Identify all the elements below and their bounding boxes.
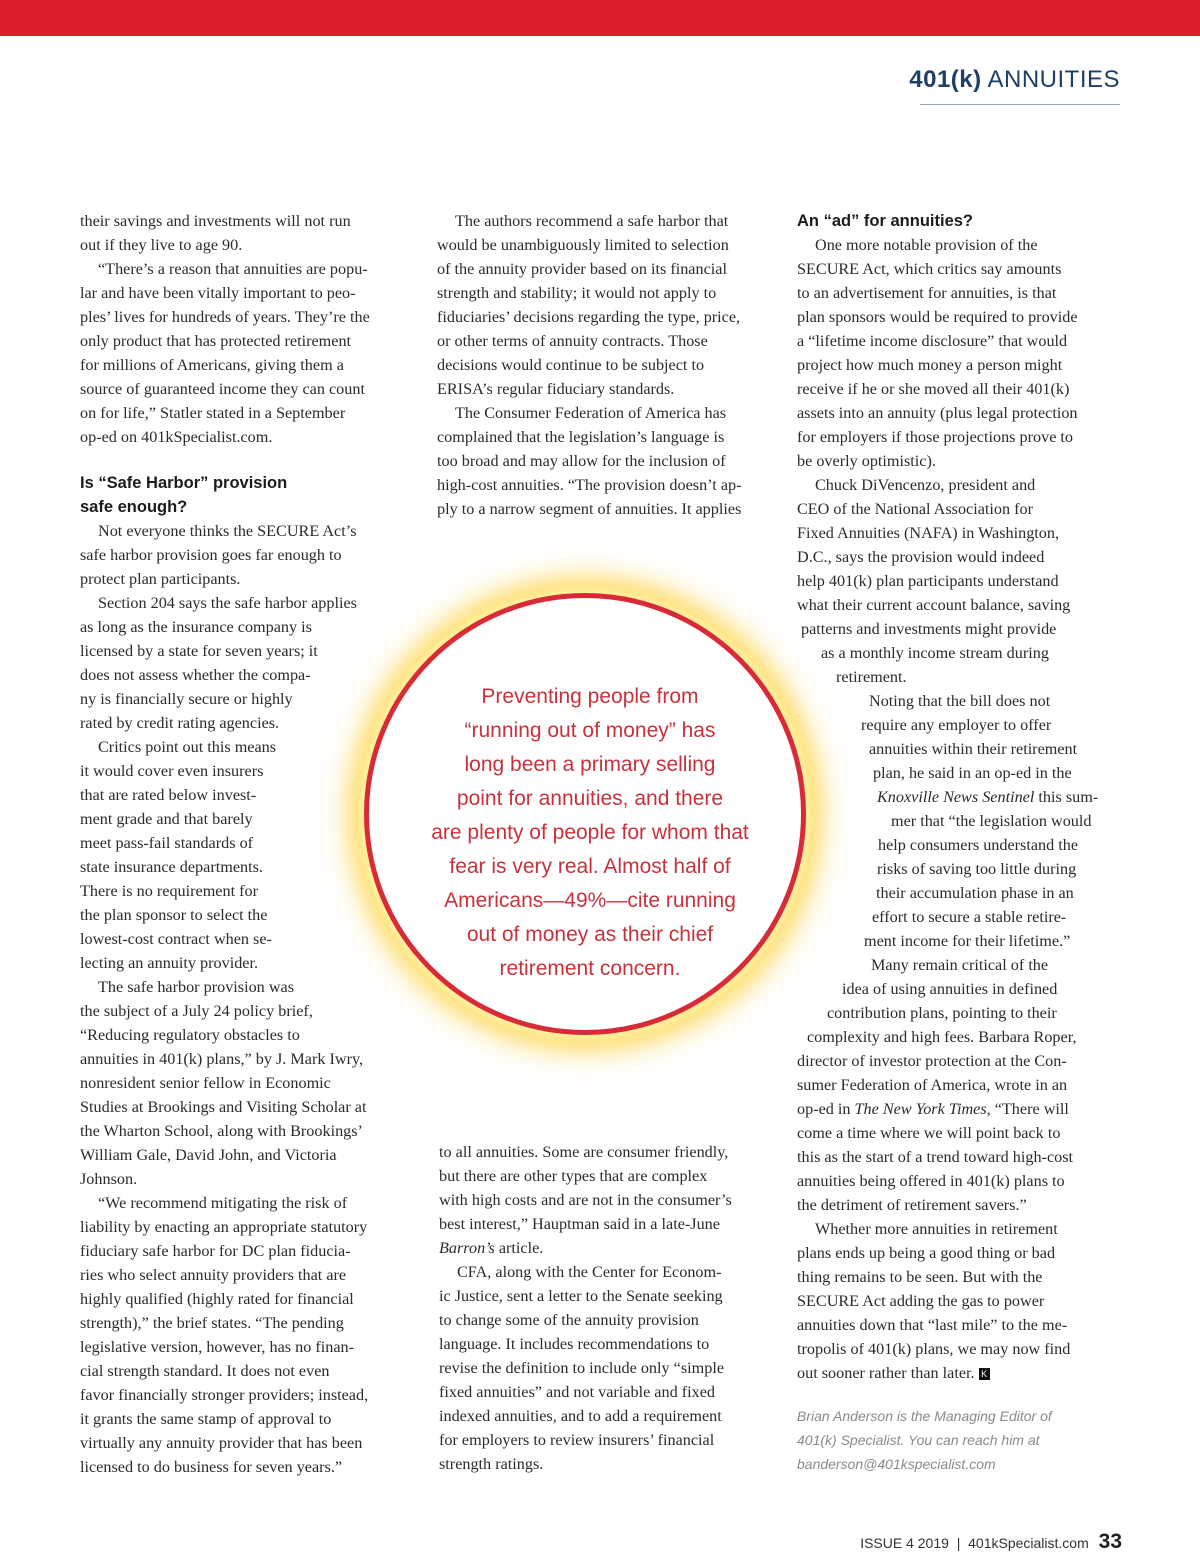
text-line: SECURE Act, which critics say amounts [797,260,1062,278]
text-line: Chuck DiVencenzo, president and [815,476,1036,494]
text-line: legislative version, however, has no finan- [80,1338,355,1356]
text-line: “We recommend mitigating the risk of [98,1194,348,1212]
text-line: the plan sponsor to select the [80,906,268,924]
text-line: ment grade and that barely [80,810,253,828]
text-line: only product that has protected retirement [80,332,352,350]
text-line: meet pass-fail standards of [80,834,254,852]
text-line: contribution plans, pointing to their [827,1004,1057,1022]
text-line: Studies at Brookings and Visiting Scholar at [80,1098,367,1116]
text-line: assets into an annuity (plus legal protection [797,404,1078,422]
text-line: this as the start of a trend toward high-cost [797,1148,1074,1166]
text-line: thing remains to be seen. But with the [797,1268,1043,1286]
text-line: licensed by a state for seven years; it [80,642,318,660]
text-line: does not assess whether the compa- [80,666,311,684]
page-number: 33 [1098,1530,1122,1553]
text-line: out sooner rather than later. K [797,1361,990,1385]
text-line: D.C., says the provision would indeed [797,548,1045,566]
pullquote-line: out of money as their chief [466,923,714,946]
section-label: 401(k) ANNUITIES [909,66,1120,93]
text-line: lecting an annuity provider. [80,954,259,972]
text-line: licensed to do business for seven years.” [80,1458,343,1476]
text-line: help consumers understand the [878,836,1079,854]
text-line: fiduciary safe harbor for DC plan fiducia- [80,1242,351,1260]
text-line: lowest-cost contract when se- [80,930,272,948]
text-line: highly qualified (highly rated for financial [80,1290,354,1308]
text-line: require any employer to offer [861,716,1052,734]
text-line: Section 204 says the safe harbor applies [98,594,357,612]
text-line: come a time where we will point back to [797,1124,1061,1142]
text-line: on for life,” Statler stated in a September [80,404,346,422]
text-line: to change some of the annuity provision [439,1311,699,1329]
issue-label: ISSUE 4 2019 [860,1535,949,1551]
text-line: to all annuities. Some are consumer friendly, [439,1143,729,1161]
text-line: lar and have been vitally important to peo- [80,284,356,302]
text-line: The authors recommend a safe harbor that [455,212,729,230]
text-line: as a monthly income stream during [821,644,1049,662]
text-line: rated by credit rating agencies. [80,714,280,732]
pullquote-line: Americans—49%—cite running [444,889,736,912]
text-line: CEO of the National Association for [797,500,1034,518]
text-line: mer that “the legislation would [891,812,1092,830]
text-line: liability by enacting an appropriate statutory [80,1218,368,1236]
text-line: indexed annuities, and to add a requirement [439,1407,722,1425]
text-line: Not everyone thinks the SECURE Act’s [98,522,357,540]
text-line: a “lifetime income disclosure” that would [797,332,1068,350]
text-line: strength),” the brief states. “The pending [80,1314,344,1332]
author-byline: banderson@401kspecialist.com [797,1456,996,1472]
text-line: annuities down that “last mile” to the me- [797,1316,1068,1334]
pullquote-line: long been a primary selling [464,753,716,776]
pullquote-line: retirement concern. [499,957,681,980]
text-line: or other terms of annuity contracts. Those [437,332,708,350]
text-line: annuities being offered in 401(k) plans to [797,1172,1065,1190]
text-line: patterns and investments might provide [801,620,1057,638]
text-line: sumer Federation of America, wrote in an [797,1076,1068,1094]
text-line: ply to a narrow segment of annuities. It applies [437,500,742,518]
pullquote-line: fear is very real. Almost half of [449,855,731,878]
text-line: too broad and may allow for the inclusion of [437,452,726,470]
text-line: Johnson. [80,1170,138,1188]
text-line: for employers to review insurers’ financial [439,1431,715,1449]
text-line: with high costs and are not in the consumer’s [439,1191,732,1209]
text-line: favor financially stronger providers; instead, [80,1386,369,1404]
text-line: effort to secure a stable retire- [872,908,1067,926]
text-line: Critics point out this means [98,738,277,756]
text-line: annuities in 401(k) plans,” by J. Mark Iwry, [80,1050,364,1068]
page-footer [860,1530,1122,1554]
text-line: ic Justice, sent a letter to the Senate seeking [439,1287,723,1305]
text-line: ment income for their lifetime.” [864,932,1071,950]
text-line: complexity and high fees. Barbara Roper, [807,1028,1077,1046]
text-line: for employers if those projections prove to [797,428,1074,446]
text-line: be overly optimistic). [797,452,936,470]
text-line: strength and stability; it would not apply to [437,284,717,302]
section-heading: safe enough? [80,498,188,516]
text-line: the detriment of retirement savers.” [797,1196,1027,1214]
text-line: op-ed in The New York Times, “There will [797,1100,1069,1118]
text-line: nonresident senior fellow in Economic [80,1074,331,1092]
text-line: best interest,” Hauptman said in a late-June [439,1215,720,1233]
section-heading: Is “Safe Harbor” provision [80,474,288,492]
author-byline: Brian Anderson is the Managing Editor of [797,1408,1052,1424]
text-line: receive if he or she moved all their 401(k) [797,380,1070,398]
text-line: their accumulation phase in an [876,884,1074,902]
text-line: annuities within their retirement [869,740,1078,758]
author-byline: 401(k) Specialist. You can reach him at [797,1432,1040,1448]
text-line: decisions would continue to be subject to [437,356,705,374]
text-line: The safe harbor provision was [98,978,294,996]
text-line: out if they live to age 90. [80,236,243,254]
text-line: Barron’s article. [439,1239,544,1257]
text-line: William Gale, David John, and Victoria [80,1146,337,1164]
text-line: risks of saving too little during [877,860,1077,878]
text-line: help 401(k) plan participants understand [797,572,1059,590]
text-line: of the annuity provider based on its financial [437,260,727,278]
text-line: Fixed Annuities (NAFA) in Washington, [797,524,1060,542]
pullquote-line: are plenty of people for whom that [431,821,749,844]
text-line: One more notable provision of the [815,236,1038,254]
text-line: idea of using annuities in defined [842,980,1058,998]
text-line: ny is financially secure or highly [80,690,293,708]
text-line: Many remain critical of the [871,956,1049,974]
text-line: Noting that the bill does not [869,692,1051,710]
text-line: There is no requirement for [80,882,258,900]
text-line: ples’ lives for hundreds of years. They’re the [80,308,370,326]
pullquote-line: “running out of money” has [464,719,716,742]
text-line: fixed annuities” and not variable and fixed [439,1383,715,1401]
text-line: Whether more annuities in retirement [815,1220,1058,1238]
text-line: the Wharton School, along with Brookings’ [80,1122,363,1140]
text-line: complained that the legislation’s language is [437,428,725,446]
top-color-bar [0,0,1200,36]
text-line: cial strength standard. It does not even [80,1362,330,1380]
text-line: ERISA’s regular fiduciary standards. [437,380,675,398]
text-line: what their current account balance, saving [797,596,1071,614]
text-line: strength ratings. [439,1455,544,1473]
text-line: that are rated below invest- [80,786,257,804]
text-line: plan sponsors would be required to provide [797,308,1078,326]
site-label: 401kSpecialist.com [968,1535,1089,1551]
pullquote-line: Preventing people from [481,685,699,708]
section-rule [920,104,1120,105]
text-line: for millions of Americans, giving them a [80,356,344,374]
text-line: source of guaranteed income they can count [80,380,365,398]
text-line: tropolis of 401(k) plans, we may now find [797,1340,1071,1358]
text-line: to an advertisement for annuities, is that [797,284,1057,302]
text-line: protect plan participants. [80,570,241,588]
text-line: project how much money a person might [797,356,1063,374]
text-line: high-cost annuities. “The provision doesn’t ap- [437,476,742,494]
text-line: op-ed on 401kSpecialist.com. [80,428,273,446]
text-line: it would cover even insurers [80,762,264,780]
text-line: The Consumer Federation of America has [455,404,727,422]
text-line: but there are other types that are complex [439,1167,708,1185]
text-line: safe harbor provision goes far enough to [80,546,342,564]
footer-separator: | [956,1535,961,1551]
text-line: plan, he said in an op-ed in the [873,764,1072,782]
text-line: would be unambiguously limited to selection [437,236,729,254]
text-line: ries who select annuity providers that are [80,1266,347,1284]
text-line: “There’s a reason that annuities are popu- [98,260,368,278]
text-line: “Reducing regulatory obstacles to [80,1026,300,1044]
text-line: Knoxville News Sentinel this sum- [877,788,1099,806]
text-line: virtually any annuity provider that has been [80,1434,363,1452]
text-line: as long as the insurance company is [80,618,312,636]
text-line: revise the definition to include only “simple [439,1359,725,1377]
text-line: SECURE Act adding the gas to power [797,1292,1045,1310]
end-mark-icon: K [979,1368,990,1380]
text-line: the subject of a July 24 policy brief, [80,1002,313,1020]
section-heading: An “ad” for annuities? [797,212,974,230]
text-line: plans ends up being a good thing or bad [797,1244,1056,1262]
text-line: CFA, along with the Center for Econom- [457,1263,722,1281]
text-line: language. It includes recommendations to [439,1335,710,1353]
text-line: their savings and investments will not run [80,212,351,230]
pullquote-line: point for annuities, and there [456,787,724,810]
text-line: director of investor protection at the Con- [797,1052,1067,1070]
text-line: it grants the same stamp of approval to [80,1410,332,1428]
text-line: state insurance departments. [80,858,263,876]
text-line: retirement. [836,668,907,686]
text-line: fiduciaries’ decisions regarding the type, price, [437,308,741,326]
